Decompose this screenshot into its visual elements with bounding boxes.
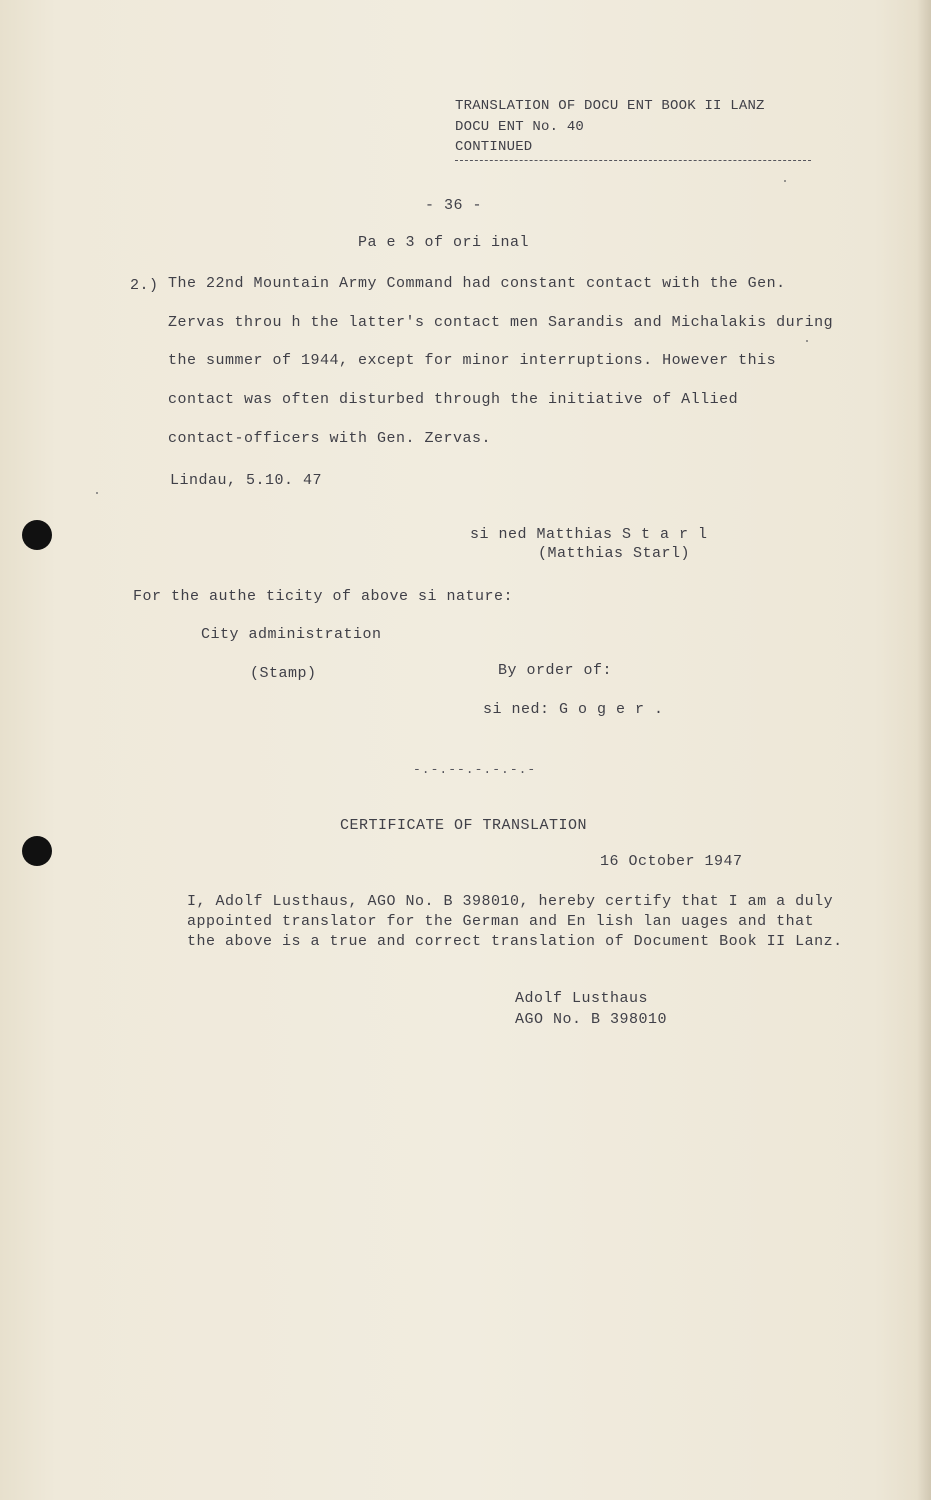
page-edge-shadow [917, 0, 931, 1500]
signature-line: si ned Matthias S t a r l [470, 526, 708, 543]
header-continued: CONTINUED [455, 139, 533, 155]
header-dashed-rule [455, 160, 811, 161]
paragraph-number: 2.) [130, 277, 159, 294]
section-separator: -.-.--.-.-.-.- [413, 762, 537, 777]
translator-name: Adolf Lusthaus [515, 990, 649, 1007]
paragraph-line: contact was often disturbed through the initiative of Allied [168, 391, 739, 408]
paragraph-line: The 22nd Mountain Army Command had constant contact with the Gen. [168, 275, 786, 292]
paragraph-line: the summer of 1944, except for minor interruptions. However this [168, 352, 777, 369]
authenticity-office: City administration [201, 626, 382, 643]
certificate-line: the above is a true and correct translation of Document Book II Lanz. [187, 933, 843, 950]
certificate-line: appointed translator for the German and En lish lan uages and that [187, 913, 815, 930]
place-and-date: Lindau, 5.10. 47 [170, 472, 323, 489]
page-number: - 36 - [425, 197, 483, 214]
translator-ago-number: AGO No. B 398010 [515, 1011, 668, 1028]
paragraph-line: Zervas throu h the latter's contact men Sarandis and Michalakis during [168, 314, 834, 331]
certificate-line: I, Adolf Lusthaus, AGO No. B 398010, hereby certify that I am a duly [187, 893, 834, 910]
paragraph-line: contact-officers with Gen. Zervas. [168, 430, 492, 447]
paper-speck [96, 492, 98, 494]
punch-hole-bottom [22, 836, 52, 866]
paper-speck [806, 340, 808, 342]
signature-name: (Matthias Starl) [538, 545, 691, 562]
authenticity-signed: si ned: G o g e r . [483, 701, 664, 718]
authenticity-intro: For the authe ticity of above si nature: [133, 588, 514, 605]
punch-hole-top [22, 520, 52, 550]
header-title: TRANSLATION OF DOCU ENT BOOK II LANZ [455, 98, 765, 114]
by-order-label: By order of: [498, 662, 613, 679]
stamp-label: (Stamp) [250, 665, 317, 682]
certificate-title: CERTIFICATE OF TRANSLATION [340, 817, 588, 834]
header-document-number: DOCU ENT No. 40 [455, 119, 585, 135]
certificate-date: 16 October 1947 [600, 853, 743, 870]
page-of-original: Pa e 3 of ori inal [358, 234, 530, 251]
paper-speck [784, 180, 786, 182]
